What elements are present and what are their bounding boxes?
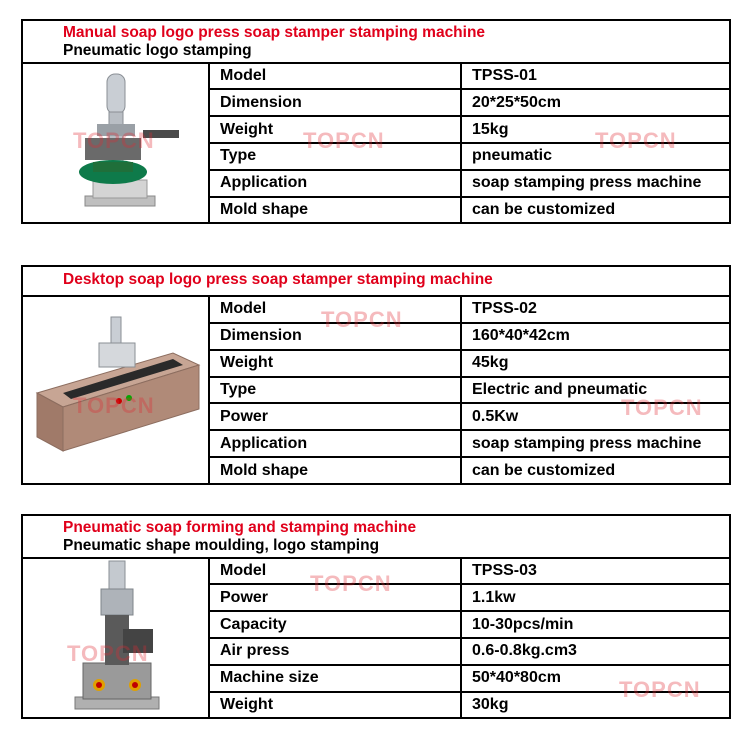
spec-value: 15kg xyxy=(461,116,729,143)
product-subtitle: Pneumatic shape moulding, logo stamping xyxy=(63,537,380,554)
table-row xyxy=(210,559,729,584)
product-image-tpss-03 xyxy=(23,559,210,717)
table-row xyxy=(210,197,729,223)
spec-key: Weight xyxy=(210,692,461,718)
spec-table xyxy=(210,297,729,483)
spec-value: TPSS-02 xyxy=(461,297,729,323)
spec-value: TPSS-01 xyxy=(461,64,729,89)
spec-key: Mold shape xyxy=(210,457,461,483)
product-body xyxy=(23,297,729,483)
spec-key: Model xyxy=(210,559,461,584)
spec-value: 10-30pcs/min xyxy=(461,611,729,638)
spec-value: 45kg xyxy=(461,350,729,377)
spec-value: 160*40*42cm xyxy=(461,323,729,350)
table-row xyxy=(210,692,729,718)
table-row xyxy=(210,430,729,457)
table-row xyxy=(210,116,729,143)
spec-key: Machine size xyxy=(210,665,461,692)
table-row xyxy=(210,297,729,323)
spec-key: Weight xyxy=(210,350,461,377)
product-header xyxy=(23,21,729,64)
spec-value: 50*40*80cm xyxy=(461,665,729,692)
spec-key: Power xyxy=(210,403,461,430)
product-block-2 xyxy=(21,265,731,485)
watermark: TOPCN xyxy=(67,641,149,666)
spec-table xyxy=(210,559,729,717)
spec-key: Mold shape xyxy=(210,197,461,223)
table-row xyxy=(210,457,729,483)
watermark: TOPCN xyxy=(321,307,403,332)
spec-value: TPSS-03 xyxy=(461,559,729,584)
spec-key: Power xyxy=(210,584,461,611)
product-image-tpss-02 xyxy=(23,297,210,483)
product-title: Desktop soap logo press soap stamper stamping machine xyxy=(63,271,493,288)
table-row xyxy=(210,350,729,377)
spec-table xyxy=(210,64,729,222)
product-title: Manual soap logo press soap stamper stamping machine xyxy=(63,24,486,41)
watermark: TOPCN xyxy=(621,395,703,420)
spec-key: Application xyxy=(210,170,461,197)
spec-key: Type xyxy=(210,143,461,170)
product-block-1 xyxy=(21,19,731,224)
spec-value: 0.6-0.8kg.cm3 xyxy=(461,638,729,665)
product-body xyxy=(23,559,729,717)
spec-value: 30kg xyxy=(472,695,509,713)
table-row xyxy=(210,143,729,170)
watermark: TOPCN xyxy=(619,677,701,702)
spec-key: Air press xyxy=(210,638,461,665)
product-header xyxy=(23,516,729,559)
forming-stamper-illustration xyxy=(23,559,208,717)
spec-key: Dimension xyxy=(210,89,461,116)
spec-value: pneumatic xyxy=(461,143,729,170)
spec-key: Weight xyxy=(210,116,461,143)
spec-value: can be customized xyxy=(472,200,616,218)
spec-key: Dimension xyxy=(210,323,461,350)
spec-value: soap stamping press machine xyxy=(461,430,729,457)
pneumatic-stamper-illustration xyxy=(23,64,208,222)
table-row xyxy=(210,584,729,611)
spec-key: Model xyxy=(210,64,461,89)
table-row xyxy=(210,64,729,89)
spec-key: Capacity xyxy=(210,611,461,638)
watermark: TOPCN xyxy=(303,128,385,153)
table-row xyxy=(210,403,729,430)
table-row xyxy=(210,89,729,116)
spec-value: 20*25*50cm xyxy=(461,89,729,116)
spec-value: soap stamping press machine xyxy=(461,170,729,197)
spec-value: can be customized xyxy=(472,461,616,479)
table-row xyxy=(210,665,729,692)
desktop-stamper-illustration xyxy=(23,297,208,483)
spec-key: Type xyxy=(210,377,461,404)
watermark: TOPCN xyxy=(310,571,392,596)
spec-key: Application xyxy=(210,430,461,457)
product-header xyxy=(23,267,729,297)
spec-value: 1.1kw xyxy=(461,584,729,611)
spec-value: Electric and pneumatic xyxy=(461,377,729,404)
product-subtitle: Pneumatic logo stamping xyxy=(63,42,252,59)
table-row xyxy=(210,611,729,638)
watermark: TOPCN xyxy=(595,128,677,153)
watermark: TOPCN xyxy=(73,128,155,153)
product-image-tpss-01 xyxy=(23,64,210,222)
table-row xyxy=(210,323,729,350)
product-block-3 xyxy=(21,514,731,719)
product-title: Pneumatic soap forming and stamping machine xyxy=(63,519,417,536)
spec-value: 0.5Kw xyxy=(461,403,729,430)
table-row xyxy=(210,170,729,197)
watermark: TOPCN xyxy=(73,393,155,418)
product-body xyxy=(23,64,729,222)
table-row xyxy=(210,638,729,665)
table-row xyxy=(210,377,729,404)
spec-key: Model xyxy=(210,297,461,323)
